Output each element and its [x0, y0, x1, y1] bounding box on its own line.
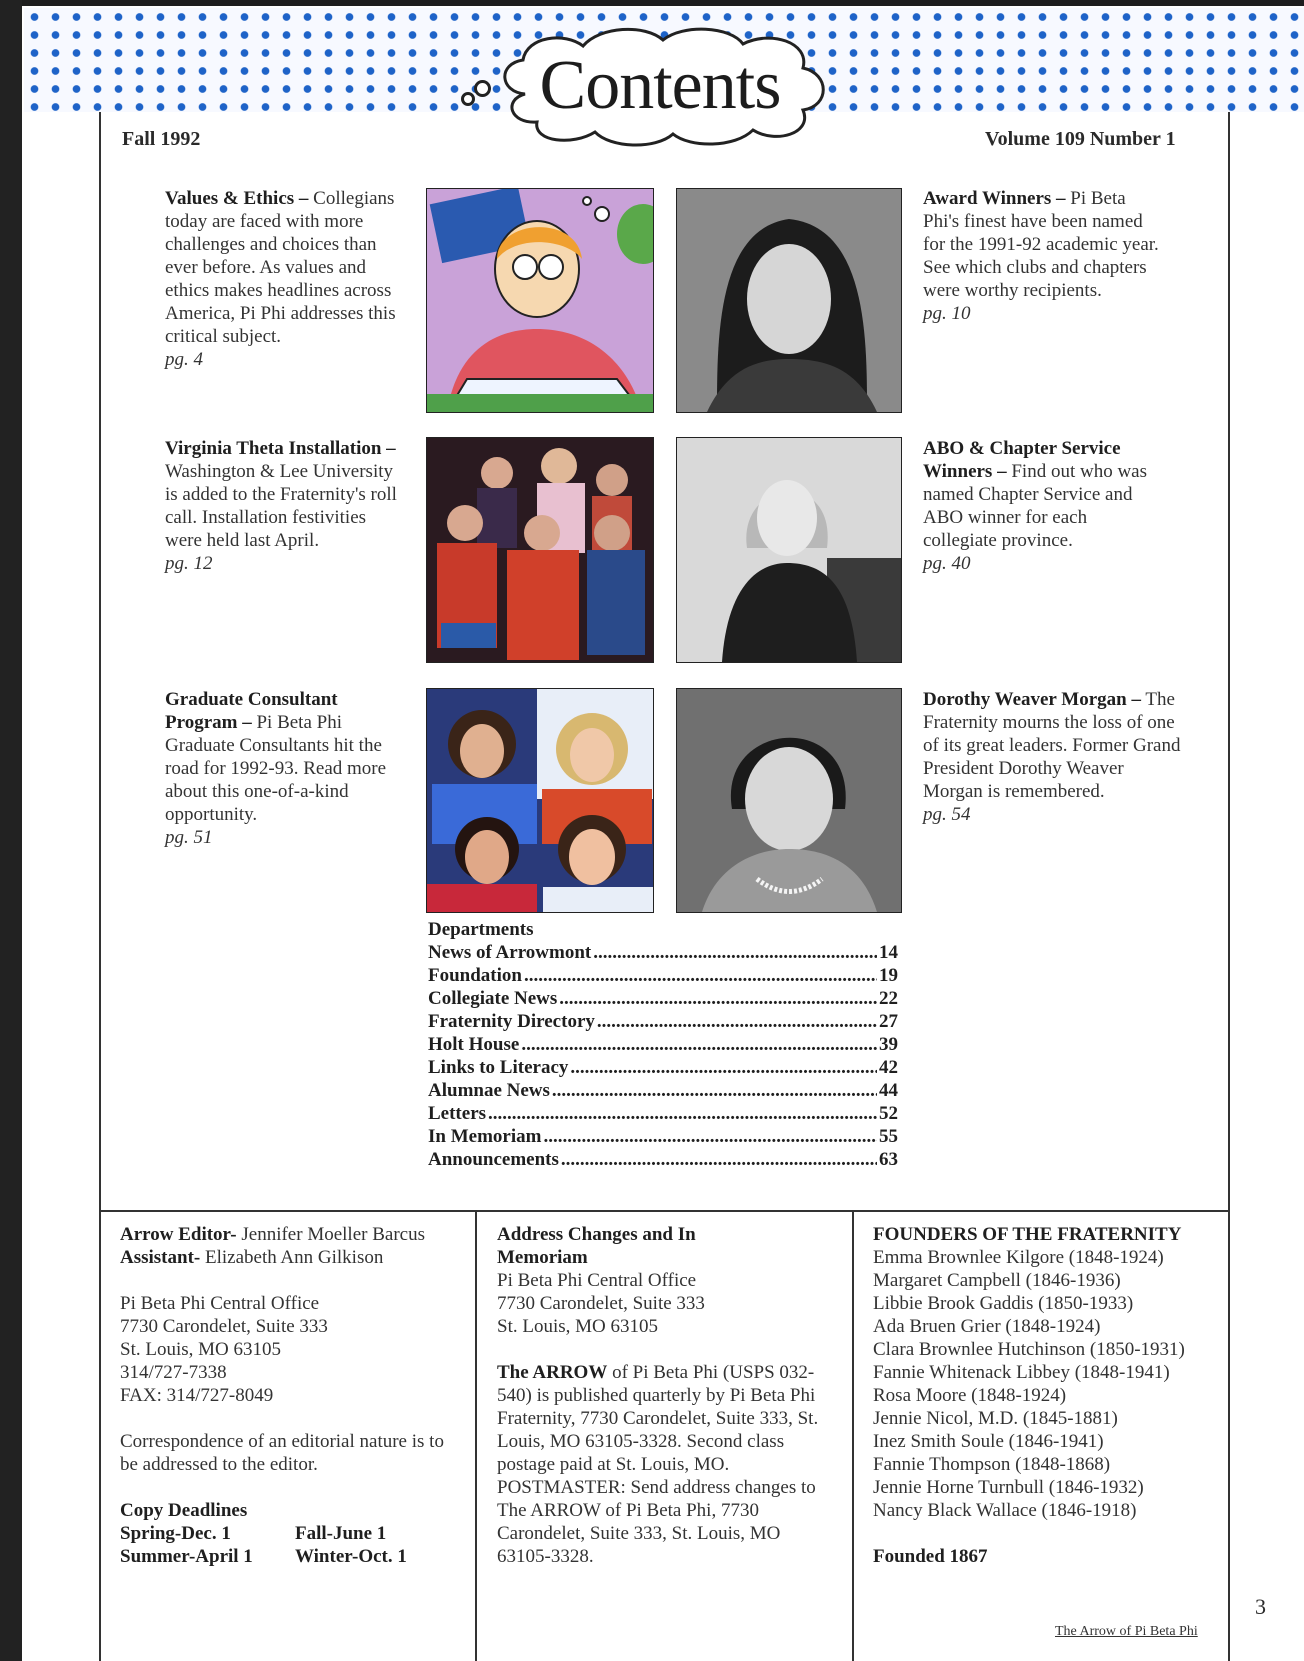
feature-title: Graduate Consultant Program – — [165, 689, 338, 733]
toc-entry-page: 39 — [879, 1034, 898, 1055]
toc-entry-label: Alumnae News — [428, 1080, 550, 1101]
graduate-consultants-group-image — [426, 688, 654, 913]
founders-heading: FOUNDERS OF THE FRATERNITY — [873, 1224, 1182, 1245]
toc-entry[interactable] — [428, 1148, 898, 1171]
toc-entry-label: In Memoriam — [428, 1126, 542, 1147]
editor-label: Arrow Editor- — [120, 1224, 237, 1245]
top-border — [0, 0, 1304, 6]
toc-entry-label: News of Arrowmont — [428, 942, 592, 963]
toc-entry-label: Holt House — [428, 1034, 520, 1055]
feature-award-winners — [923, 187, 1163, 325]
office-fax: FAX: 314/727-8049 — [120, 1385, 274, 1406]
issue-date: Fall 1992 — [122, 128, 201, 150]
toc-entry-page: 44 — [879, 1080, 898, 1101]
feature-body: Washington & Lee University is added to the Fraternity's roll call. Installation festivities were held last April. — [165, 461, 397, 551]
assistant-line — [120, 1246, 470, 1269]
toc-entry-page: 52 — [879, 1103, 898, 1124]
page-title: Contents — [539, 47, 781, 124]
toc-entry[interactable] — [428, 1102, 898, 1125]
deadline-row — [120, 1522, 470, 1545]
toc-entry[interactable] — [428, 987, 898, 1010]
volume-number: Volume 109 Number 1 — [985, 128, 1176, 150]
toc-entry-page: 27 — [879, 1011, 898, 1032]
feature-dorothy-weaver-morgan — [923, 688, 1183, 826]
leader-dots — [570, 1056, 877, 1079]
feature-title: ABO & Chapter Service Winners – — [923, 438, 1121, 482]
toc-entry[interactable] — [428, 964, 898, 987]
feature-title: Values & Ethics – — [165, 188, 309, 209]
toc-entry-label: Collegiate News — [428, 988, 558, 1009]
arrow-name: The ARROW — [497, 1362, 608, 1383]
leader-dots — [559, 987, 877, 1010]
office-phone: 314/727-7338 — [120, 1362, 227, 1383]
statement-text: of Pi Beta Phi (USPS 032-540) is published quarterly by Pi Beta Phi Fraternity, 7730 Carondelet, Suite 333, St. Louis, MO 63105-3328. Second class postage paid at St. Louis, MO. POSTMASTER: Send address changes to The ARROW of Pi Beta Phi, 7730 Carondelet, Suite 333, St. Louis, MO 63105-3328. — [497, 1362, 819, 1567]
toc-entry[interactable] — [428, 1125, 898, 1148]
toc-entry-page: 14 — [879, 942, 898, 963]
toc-entry-page: 42 — [879, 1057, 898, 1078]
publication-statement — [497, 1361, 832, 1568]
toc-entry[interactable] — [428, 941, 898, 964]
feature-virginia-theta — [165, 437, 405, 575]
feature-page: pg. 4 — [165, 349, 203, 370]
founder-name: Nancy Black Wallace (1846-1918) — [873, 1500, 1137, 1521]
deadline-item: Summer-April 1 — [120, 1546, 253, 1567]
left-border — [0, 0, 22, 1661]
feature-title: Award Winners – — [923, 188, 1066, 209]
toc-entry[interactable] — [428, 1056, 898, 1079]
office-city: St. Louis, MO 63105 — [497, 1316, 658, 1337]
founders-column — [873, 1223, 1228, 1568]
feature-page: pg. 54 — [923, 804, 971, 825]
founder-name: Margaret Campbell (1846-1936) — [873, 1270, 1121, 1291]
founder-name: Jennie Nicol, M.D. (1845-1881) — [873, 1408, 1118, 1429]
dorothy-weaver-morgan-portrait-image — [676, 688, 902, 913]
founder-name: Fannie Thompson (1848-1868) — [873, 1454, 1111, 1475]
address-changes-column — [497, 1223, 832, 1568]
toc-entry-label: Letters — [428, 1103, 487, 1124]
leader-dots — [593, 941, 877, 964]
leader-dots — [488, 1102, 877, 1125]
toc-entry[interactable] — [428, 1010, 898, 1033]
address-changes-heading: Address Changes and In Memoriam — [497, 1224, 696, 1268]
leader-dots — [561, 1148, 877, 1171]
feature-page: pg. 12 — [165, 553, 213, 574]
virginia-theta-group-photo-image — [426, 437, 654, 663]
toc-entry-page: 55 — [879, 1126, 898, 1147]
abo-winner-portrait-image — [676, 437, 902, 663]
founder-name: Fannie Whitenack Libbey (1848-1941) — [873, 1362, 1170, 1383]
feature-page: pg. 40 — [923, 553, 971, 574]
deadline-row — [120, 1545, 470, 1568]
toc-entry[interactable] — [428, 1079, 898, 1102]
leader-dots — [524, 964, 877, 987]
feature-abo-chapter-service — [923, 437, 1163, 575]
founder-name: Emma Brownlee Kilgore (1848-1924) — [873, 1247, 1164, 1268]
editor-line — [120, 1223, 470, 1246]
office-name: Pi Beta Phi Central Office — [497, 1270, 697, 1291]
column-divider-2 — [852, 1210, 854, 1661]
toc-entry-page: 22 — [879, 988, 898, 1009]
toc-entry[interactable] — [428, 1033, 898, 1056]
feature-page: pg. 10 — [923, 303, 971, 324]
departments-heading: Departments — [428, 919, 534, 940]
toc-entry-label: Links to Literacy — [428, 1057, 569, 1078]
feature-body: Pi Beta Phi's finest have been named for the 1991-92 academic year. See which clubs and chapters were worthy recipients. — [923, 188, 1159, 301]
assistant-label: Assistant- — [120, 1247, 201, 1268]
office-city: St. Louis, MO 63105 — [120, 1339, 281, 1360]
frame-left-line — [99, 112, 101, 1661]
thought-bubble-small-icon — [461, 92, 475, 106]
departments-list — [428, 918, 898, 1171]
column-divider-1 — [475, 1210, 477, 1661]
founded-year: Founded 1867 — [873, 1546, 988, 1567]
feature-body: Collegians today are faced with more challenges and choices than ever before. As values and ethics makes headlines across America, Pi Phi addresses this critical subject. — [165, 188, 396, 347]
cartoon-thinking-girl-image — [426, 188, 654, 413]
leader-dots — [552, 1079, 877, 1102]
founder-name: Libbie Brook Gaddis (1850-1933) — [873, 1293, 1134, 1314]
founder-name: Rosa Moore (1848-1924) — [873, 1385, 1067, 1406]
copy-deadlines-heading: Copy Deadlines — [120, 1500, 248, 1521]
founder-name: Jennie Horne Turnbull (1846-1932) — [873, 1477, 1144, 1498]
masthead-column — [120, 1223, 470, 1568]
leader-dots — [597, 1010, 877, 1033]
toc-entry-label: Foundation — [428, 965, 522, 986]
founder-name: Inez Smith Soule (1846-1941) — [873, 1431, 1104, 1452]
page-number: 3 — [1255, 1594, 1266, 1619]
toc-entry-label: Announcements — [428, 1149, 559, 1170]
toc-entry-label: Fraternity Directory — [428, 1011, 595, 1032]
feature-body: Find out who was named Chapter Service and ABO winner for each collegiate province. — [923, 461, 1147, 551]
feature-body: Pi Beta Phi Graduate Consultants hit the road for 1992-93. Read more about this one-of-a-kind opportunity. — [165, 712, 387, 825]
award-winner-portrait-image — [676, 188, 902, 413]
feature-title: Dorothy Weaver Morgan – — [923, 689, 1141, 710]
toc-entry-page: 19 — [879, 965, 898, 986]
toc-entry-page: 63 — [879, 1149, 898, 1170]
publication-footer: The Arrow of Pi Beta Phi — [1055, 1624, 1198, 1639]
frame-bottom-divider — [99, 1210, 1230, 1212]
feature-values-ethics — [165, 187, 405, 371]
feature-graduate-consultant — [165, 688, 405, 849]
assistant-name: Elizabeth Ann Gilkison — [204, 1247, 384, 1268]
leader-dots — [521, 1033, 877, 1056]
editor-name: Jennifer Moeller Barcus — [241, 1224, 425, 1245]
frame-right-line — [1228, 112, 1230, 1661]
feature-title: Virginia Theta Installation – — [165, 438, 396, 459]
deadline-item: Winter-Oct. 1 — [295, 1546, 407, 1567]
deadline-item: Fall-June 1 — [295, 1523, 387, 1544]
founder-name: Clara Brownlee Hutchinson (1850-1931) — [873, 1339, 1185, 1360]
founder-name: Ada Bruen Grier (1848-1924) — [873, 1316, 1101, 1337]
office-name: Pi Beta Phi Central Office — [120, 1293, 320, 1314]
feature-body: The Fraternity mourns the loss of one of its great leaders. Former Grand President Dorothy Weaver Morgan is remembered. — [923, 689, 1181, 802]
deadline-item: Spring-Dec. 1 — [120, 1523, 231, 1544]
office-street: 7730 Carondelet, Suite 333 — [120, 1316, 328, 1337]
thought-bubble-medium-icon — [474, 80, 491, 97]
leader-dots — [543, 1125, 877, 1148]
office-street: 7730 Carondelet, Suite 333 — [497, 1293, 705, 1314]
correspondence-note: Correspondence of an editorial nature is to be addressed to the editor. — [120, 1431, 444, 1475]
feature-page: pg. 51 — [165, 827, 213, 848]
